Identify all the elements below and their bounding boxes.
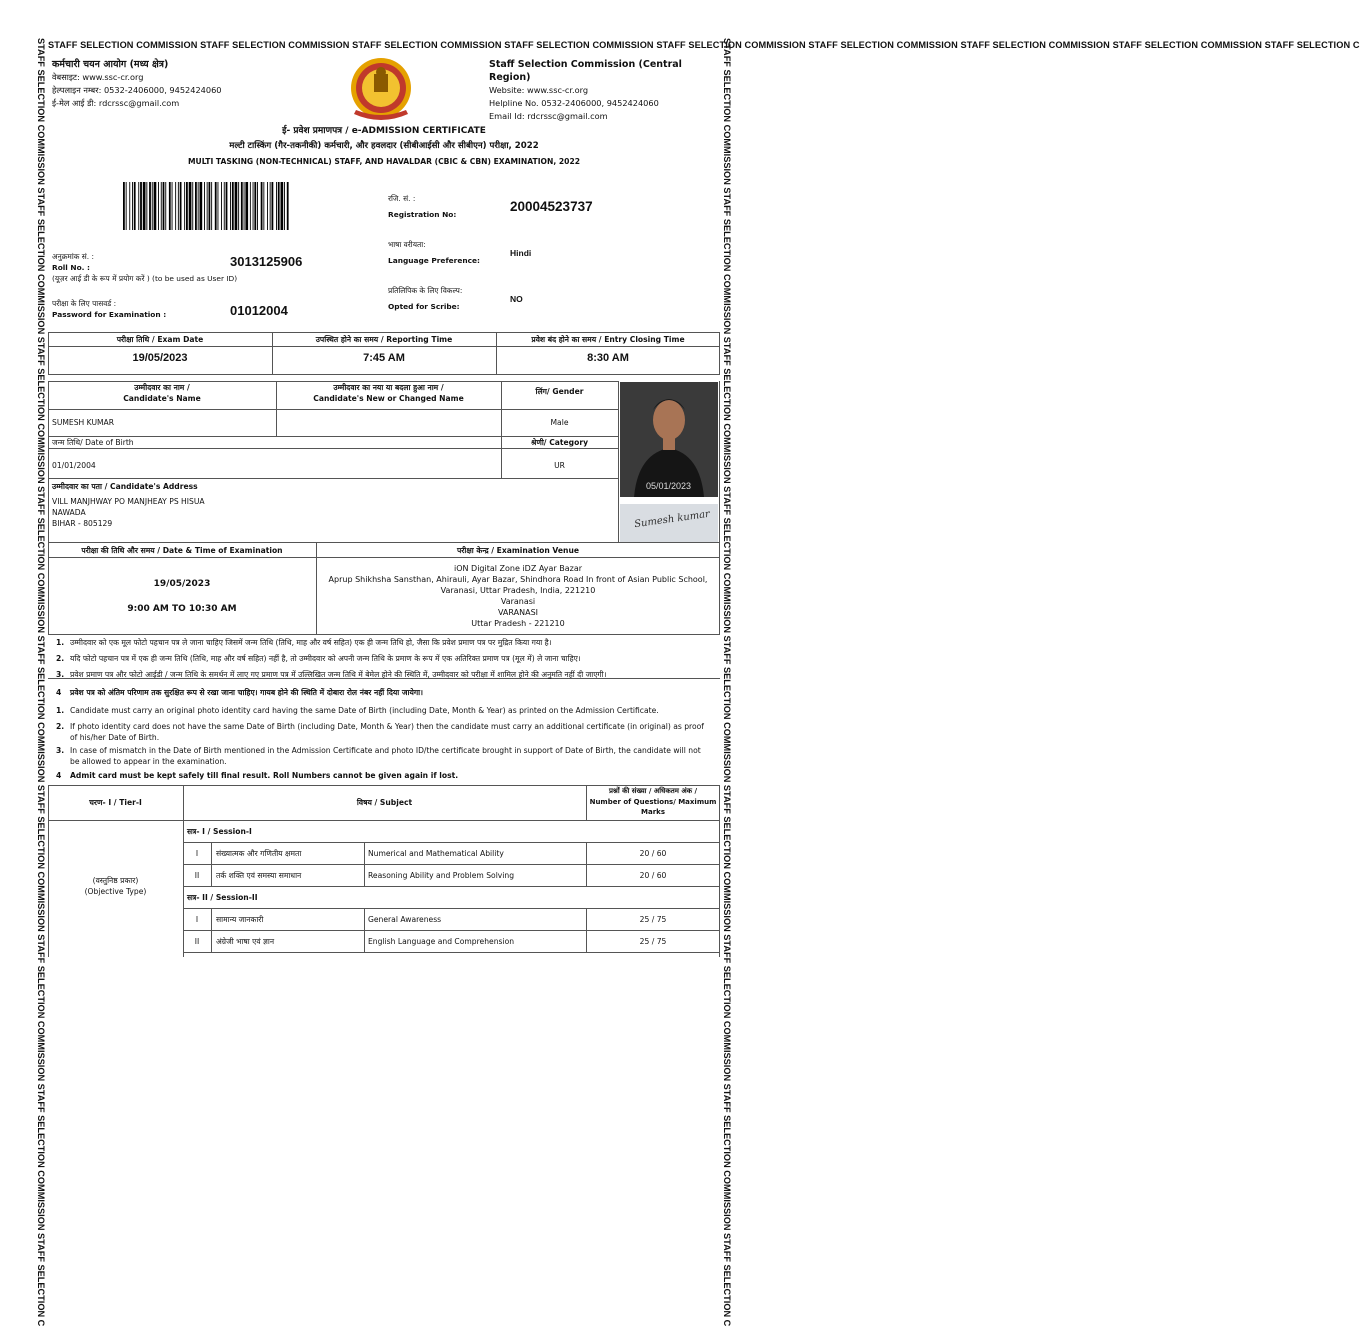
instruction-number: 1. bbox=[56, 706, 65, 715]
exam-venue-address bbox=[316, 563, 720, 629]
watermark-right-text: STAFF SELECTION COMMISSION STAFF SELECTION COMMISSION STAFF SELECTION COMMISSION STAFF SELECTION COMMISSION STAFF SELECTION COMMISSION STAFF SELECTION COMMISSION STAFF SELECTION COMMISSION STAFF SELECTION COMMISSION STAFF SELECTION C bbox=[722, 38, 732, 1326]
tier-header: चरण- I / Tier-I bbox=[89, 798, 142, 807]
name-header bbox=[48, 382, 276, 404]
watermark-left bbox=[34, 0, 48, 1326]
certificate-title: ई- प्रवेश प्रमाणपत्र / e-ADMISSION CERTIFICATE bbox=[282, 126, 486, 136]
photo-date-stamp: 05/01/2023 bbox=[646, 481, 692, 491]
name-header-hindi: उम्मीदवार का नाम / bbox=[134, 383, 190, 392]
header-website: Website: www.ssc-cr.org bbox=[489, 85, 589, 95]
exam-password: 01012004 bbox=[230, 303, 288, 318]
address-header: उम्मीदवार का पता / Candidate's Address bbox=[52, 482, 198, 491]
reporting-time-value: 7:45 AM bbox=[363, 352, 405, 364]
instruction-text: यदि फोटो पहचान पत्र में एक ही जन्म तिथि (तिथि, माह और वर्ष सहित) नहीं है, तो उम्मीदवार को अपनी जन्म तिथि के प्रमाण के रूप में एक अतिरिक्त प्रमाण पत्र (मूल में) ले जाना चाहिए। bbox=[70, 654, 581, 663]
exam-venue-time: 9:00 AM TO 10:30 AM bbox=[127, 604, 237, 614]
subject-name: Reasoning Ability and Problem Solving bbox=[368, 871, 515, 880]
scribe-option: NO bbox=[510, 294, 523, 304]
dob-header: जन्म तिथि/ Date of Birth bbox=[52, 438, 134, 447]
entry-closing-value: 8:30 AM bbox=[587, 352, 629, 364]
candidate-name: SUMESH KUMAR bbox=[52, 418, 115, 427]
exam-venue-header: परीक्षा केन्द्र / Examination Venue bbox=[456, 546, 580, 555]
instruction-text: Admit card must be kept safely till final result. Roll Numbers cannot be given again if lost. bbox=[70, 771, 459, 780]
venue-line-4: Varanasi bbox=[500, 597, 536, 606]
instruction-text: प्रवेश प्रमाण पत्र और फोटो आईडी / जन्म तिथि के समर्थन में लाए गए प्रमाण पत्र में उल्लिखित जन्म तिथि में बेमेल होने की स्थिति में, उम्मीदवार को परीक्षा में शामिल होने की अनुमति नहीं दी जाएगी। bbox=[70, 670, 607, 679]
subject-marks: 25 / 75 bbox=[639, 915, 667, 924]
watermark-right bbox=[720, 0, 734, 1326]
subject-name-hindi: तर्क शक्ति एवं समस्या समाधान bbox=[216, 871, 302, 880]
language-label: Language Preference: bbox=[388, 256, 480, 265]
exam-title-hindi: मल्टी टास्किंग (गैर-तकनीकी) कर्मचारी, और हवलदार (सीबीआईसी और सीबीएन) परीक्षा, 2022 bbox=[229, 141, 539, 151]
registration-label-hindi: रजि. सं. : bbox=[388, 194, 416, 203]
subject-name: English Language and Comprehension bbox=[368, 937, 515, 946]
exam-venue-date: 19/05/2023 bbox=[153, 579, 211, 589]
reporting-time-header: उपस्थित होने का समय / Reporting Time bbox=[315, 335, 453, 344]
venue-line-3: Varanasi, Uttar Pradesh, India, 221210 bbox=[440, 586, 596, 595]
header-english-contact bbox=[489, 58, 720, 123]
subject-header: विषय / Subject bbox=[356, 798, 413, 807]
subject-name-hindi: संख्यात्मक और गणितीय क्षमता bbox=[216, 849, 302, 858]
ssc-emblem-logo bbox=[344, 54, 418, 126]
exam-type-hindi: (वस्तुनिष्ठ प्रकार) bbox=[92, 876, 139, 885]
exam-datetime-header: परीक्षा की तिथि और समय / Date & Time of Examination bbox=[81, 546, 283, 555]
instruction-number: 1. bbox=[56, 638, 65, 647]
marks-header-suffix: Marks bbox=[641, 808, 665, 816]
instruction-number: 4 bbox=[56, 771, 62, 780]
address-line-1: VILL MANJHWAY PO MANJHEAY PS HISUA bbox=[52, 497, 205, 506]
certificate-titles bbox=[48, 124, 720, 169]
candidate-address bbox=[52, 496, 205, 529]
language-label-block bbox=[388, 239, 480, 266]
new-name-header bbox=[276, 382, 501, 404]
instruction-number: 3. bbox=[56, 746, 65, 755]
new-name-header-english: Candidate's New or Changed Name bbox=[313, 394, 464, 403]
password-label-block bbox=[52, 298, 166, 320]
session-2-label: सत्र- II / Session-II bbox=[187, 893, 258, 902]
marks-header bbox=[586, 786, 720, 818]
subject-marks: 25 / 75 bbox=[639, 937, 667, 946]
header-org: Staff Selection Commission (Central Region) bbox=[489, 59, 682, 83]
exam-date-header: परीक्षा तिथि / Exam Date bbox=[116, 335, 204, 344]
candidate-dob: 01/01/2004 bbox=[52, 461, 96, 470]
header-helpline: Helpline No. 0532-2406000, 9452424060 bbox=[489, 98, 659, 108]
marks-header-hindi: प्रश्नों की संख्या / अधिकतम अंक / bbox=[608, 787, 698, 795]
language-preference: Hindi bbox=[510, 248, 532, 258]
roll-number: 3013125906 bbox=[230, 254, 303, 269]
subject-row-number: II bbox=[194, 937, 200, 946]
venue-line-6: Uttar Pradesh - 221210 bbox=[471, 619, 565, 628]
scribe-label-hindi: प्रतिलिपिक के लिए विकल्प: bbox=[388, 286, 463, 295]
subject-name: General Awareness bbox=[368, 915, 442, 924]
instruction-text: उम्मीदवार को एक मूल फोटो पहचान पत्र ले जाना चाहिए जिसमें जन्म तिथि (तिथि, माह और वर्ष सहित) एक ही जन्म तिथि हो, जैसा कि प्रवेश प्रमाण पत्र पर मुद्रित किया गया है। bbox=[70, 638, 552, 647]
subject-row-number: II bbox=[194, 871, 200, 880]
candidate-photo bbox=[620, 382, 718, 497]
category-header: श्रेणी/ Category bbox=[530, 438, 589, 447]
scribe-label-block bbox=[388, 285, 462, 312]
candidate-signature bbox=[620, 504, 718, 542]
instruction-text: If photo identity card does not have the same Date of Birth (including Date, Month & Year) then the candidate must carry an additional certificate (in original) as proof of his/her Date of Birth. bbox=[70, 722, 704, 742]
venue-line-1: iON Digital Zone iDZ Ayar Bazar bbox=[453, 564, 583, 573]
header-hindi-contact bbox=[52, 58, 222, 110]
instruction-text: प्रवेश पत्र को अंतिम परिणाम तक सुरक्षित रूप से रखा जाना चाहिए। गायब होने की स्थिति में दोबारा रोल नंबर नहीं दिया जायेगा। bbox=[70, 688, 424, 697]
new-name-header-hindi: उम्मीदवार का नया या बदला हुआ नाम / bbox=[333, 383, 444, 392]
gender-header: लिंग/ Gender bbox=[535, 387, 584, 396]
exam-title: MULTI TASKING (NON-TECHNICAL) STAFF, AND HAVALDAR (CBIC & CBN) EXAMINATION, 2022 bbox=[187, 157, 581, 166]
scribe-label: Opted for Scribe: bbox=[388, 302, 460, 311]
subject-marks: 20 / 60 bbox=[639, 849, 667, 858]
subject-marks: 20 / 60 bbox=[639, 871, 667, 880]
venue-line-5: VARANASI bbox=[497, 608, 539, 617]
address-line-3: BIHAR - 805129 bbox=[52, 519, 113, 528]
instruction-number: 2. bbox=[56, 654, 65, 663]
certificate-body bbox=[48, 52, 720, 1024]
exam-type bbox=[48, 875, 183, 897]
header-hindi-email: ई-मेल आई डी: rdcrssc@gmail.com bbox=[52, 98, 180, 108]
instruction-text: Candidate must carry an original photo identity card having the same Date of Birth (including Date, Month & Year) as printed on the Admission Certificate. bbox=[70, 706, 659, 715]
subject-row-number: I bbox=[195, 849, 199, 858]
name-header-english: Candidate's Name bbox=[123, 394, 201, 403]
registration-label-block bbox=[388, 193, 456, 220]
signature-text: Sumesh kumar bbox=[633, 508, 711, 531]
instruction-number: 3. bbox=[56, 670, 65, 679]
header-email: Email Id: rdcrssc@gmail.com bbox=[489, 111, 608, 121]
header-hindi-helpline: हेल्पलाइन नम्बर: 0532-2406000, 9452424060 bbox=[52, 85, 222, 95]
subject-name-hindi: अंग्रेजी भाषा एवं ज्ञान bbox=[216, 937, 275, 946]
registration-number: 20004523737 bbox=[510, 199, 593, 214]
candidate-gender: Male bbox=[550, 418, 569, 427]
exam-type-english: (Objective Type) bbox=[84, 887, 147, 896]
exam-date-value: 19/05/2023 bbox=[132, 352, 188, 364]
language-label-hindi: भाषा वरीयता: bbox=[388, 240, 426, 249]
barcode bbox=[121, 182, 291, 230]
password-label-hindi: परीक्षा के लिए पासवर्ड : bbox=[52, 299, 117, 308]
subject-row-number: I bbox=[195, 915, 199, 924]
watermark-top: STAFF SELECTION COMMISSION STAFF SELECTION COMMISSION STAFF SELECTION COMMISSION STAFF SELECTION COMMISSION STAFF SELECTION COMMISSION STAFF SELECTION COMMISSION STAFF SELECTION COMMISSION STAFF SELECTION COMMISSION STAFF SELECTION C bbox=[48, 40, 1360, 50]
roll-label-hindi: अनुक्रमांक सं. : bbox=[52, 252, 94, 261]
candidate-photo-image bbox=[620, 382, 718, 497]
subject-name-hindi: सामान्य जानकारी bbox=[216, 915, 264, 924]
candidate-category: UR bbox=[554, 461, 565, 470]
venue-line-2: Aprup Shikhsha Sansthan, Ahirauli, Ayar Bazar, Shindhora Road In front of Asian Public School, bbox=[328, 575, 708, 584]
instruction-text: In case of mismatch in the Date of Birth mentioned in the Admission Certificate and photo ID/the certificate brought in support of Date of Birth, the candidate will not be allowed to appear in the examination. bbox=[70, 746, 701, 766]
header-hindi-website: वेबसाइट: www.ssc-cr.org bbox=[52, 72, 144, 82]
marks-header-english: Number of Questions/ Maximum bbox=[589, 797, 717, 806]
password-label: Password for Examination : bbox=[52, 310, 167, 319]
session-1-label: सत्र- I / Session-I bbox=[187, 827, 252, 836]
roll-label-block bbox=[52, 251, 237, 284]
registration-label: Registration No: bbox=[388, 210, 457, 219]
entry-closing-header: प्रवेश बंद होने का समय / Entry Closing Time bbox=[531, 335, 685, 344]
instruction-number: 2. bbox=[56, 722, 65, 731]
watermark-left-text: STAFF SELECTION COMMISSION STAFF SELECTION COMMISSION STAFF SELECTION COMMISSION STAFF SELECTION COMMISSION STAFF SELECTION COMMISSION STAFF SELECTION COMMISSION STAFF SELECTION COMMISSION STAFF SELECTION COMMISSION STAFF SELECTION C bbox=[36, 38, 46, 1326]
header-hindi-org: कर्मचारी चयन आयोग (मध्य क्षेत्र) bbox=[52, 59, 169, 70]
address-line-2: NAWADA bbox=[52, 508, 86, 517]
roll-note: (यूज़र आई डी के रूप में प्रयोग करें ) (to be used as User ID) bbox=[52, 274, 238, 283]
subject-name: Numerical and Mathematical Ability bbox=[368, 849, 504, 858]
instruction-number: 4 bbox=[56, 688, 62, 697]
roll-label: Roll No. : bbox=[52, 263, 91, 272]
